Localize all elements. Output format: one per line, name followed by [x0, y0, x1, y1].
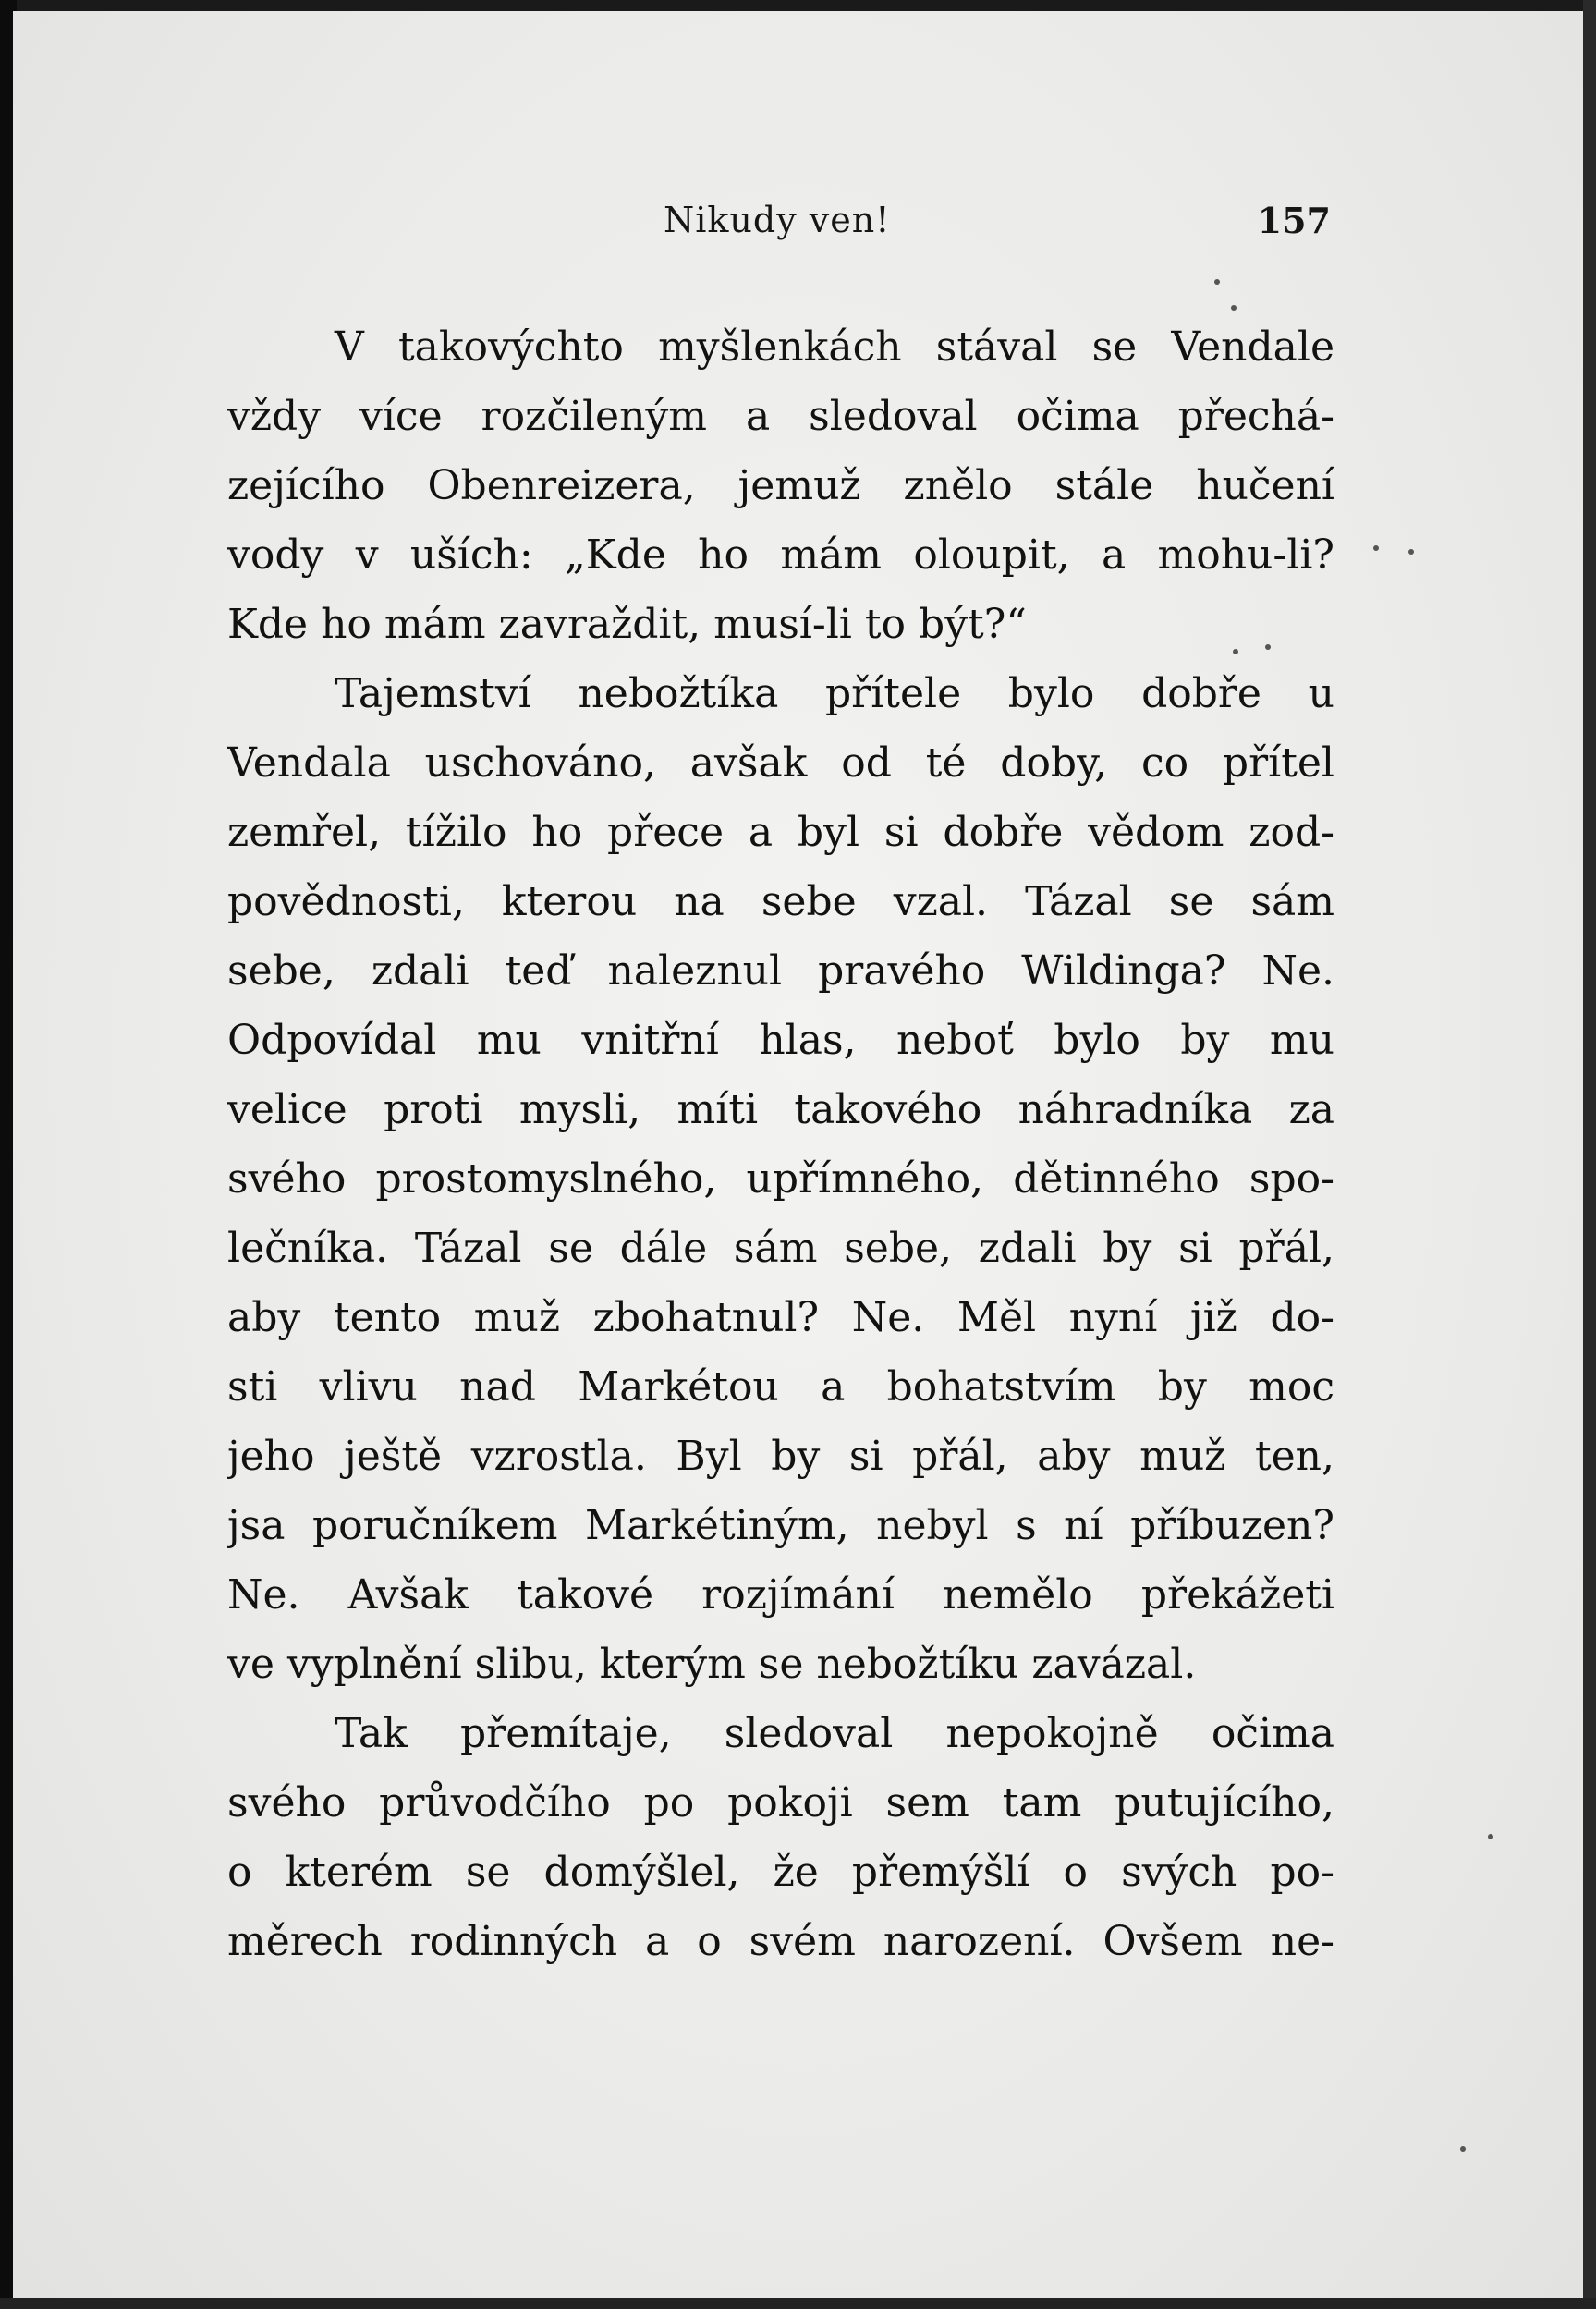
text-line: Vendala uschováno, avšak od té doby, co přítel — [227, 739, 1334, 787]
text-line: vody v uších: „Kde ho mám oloupit, a mohu-li? — [227, 531, 1334, 579]
text-line: sti vlivu nad Markétou a bohatstvím by moc — [227, 1363, 1334, 1411]
paper-speck — [1460, 2146, 1466, 2152]
running-title: Nikudy ven! — [664, 200, 891, 240]
paper-speck — [1408, 549, 1414, 555]
text-line: V takovýchto myšlenkách stával se Vendale — [335, 324, 1334, 371]
text-line: o kterém se domýšlel, že přemýšlí o svých po- — [227, 1849, 1334, 1896]
text-line: ve vyplnění slibu, kterým se nebožtíku zavázal. — [227, 1641, 1197, 1688]
paper-speck — [1214, 279, 1220, 285]
paper-speck — [1373, 545, 1379, 551]
text-line: aby tento muž zbohatnul? Ne. Měl nyní již do- — [227, 1294, 1334, 1341]
paper-speck — [1488, 1834, 1493, 1839]
text-line: zemřel, tížilo ho přece a byl si dobře vědom zod- — [227, 809, 1334, 856]
text-line: zejícího Obenreizera, jemuž znělo stále hučení — [227, 462, 1334, 509]
text-line: svého prostomyslného, upřímného, dětinného spo- — [227, 1155, 1334, 1203]
paper-speck — [1231, 305, 1237, 311]
text-line: jeho ještě vzrostla. Byl by si přál, aby muž ten, — [227, 1433, 1334, 1480]
text-line: jsa poručníkem Markétiným, nebyl s ní příbuzen? — [227, 1502, 1334, 1549]
text-line: svého průvodčího po pokoji sem tam putujícího, — [227, 1779, 1334, 1826]
text-line: Kde ho mám zavraždit, musí-li to být?“ — [227, 601, 1027, 648]
text-line: sebe, zdali teď naleznul pravého Wildinga? Ne. — [227, 947, 1334, 995]
text-line: Odpovídal mu vnitřní hlas, neboť bylo by mu — [227, 1017, 1334, 1064]
page-header — [222, 200, 1331, 246]
text-line: Ne. Avšak takové rozjímání nemělo překážeti — [227, 1571, 1334, 1619]
text-line: povědnosti, kterou na sebe vzal. Tázal se sám — [227, 878, 1334, 925]
page-bottom-edge — [0, 2298, 1596, 2309]
text-line: lečníka. Tázal se dále sám sebe, zdali by si přál, — [227, 1225, 1334, 1272]
text-line: měrech rodinných a o svém narození. Ovšem ne- — [227, 1918, 1334, 1965]
text-line: velice proti mysli, míti takového náhradníka za — [227, 1086, 1334, 1133]
text-line: Tak přemítaje, sledoval nepokojně očima — [335, 1710, 1334, 1757]
text-line: Tajemství nebožtíka přítele bylo dobře u — [335, 670, 1334, 717]
body-text — [227, 312, 1334, 1976]
page-number: 157 — [1257, 200, 1331, 241]
page-right-edge — [1583, 0, 1596, 2309]
text-line: vždy více rozčileným a sledoval očima přechá- — [227, 393, 1334, 440]
